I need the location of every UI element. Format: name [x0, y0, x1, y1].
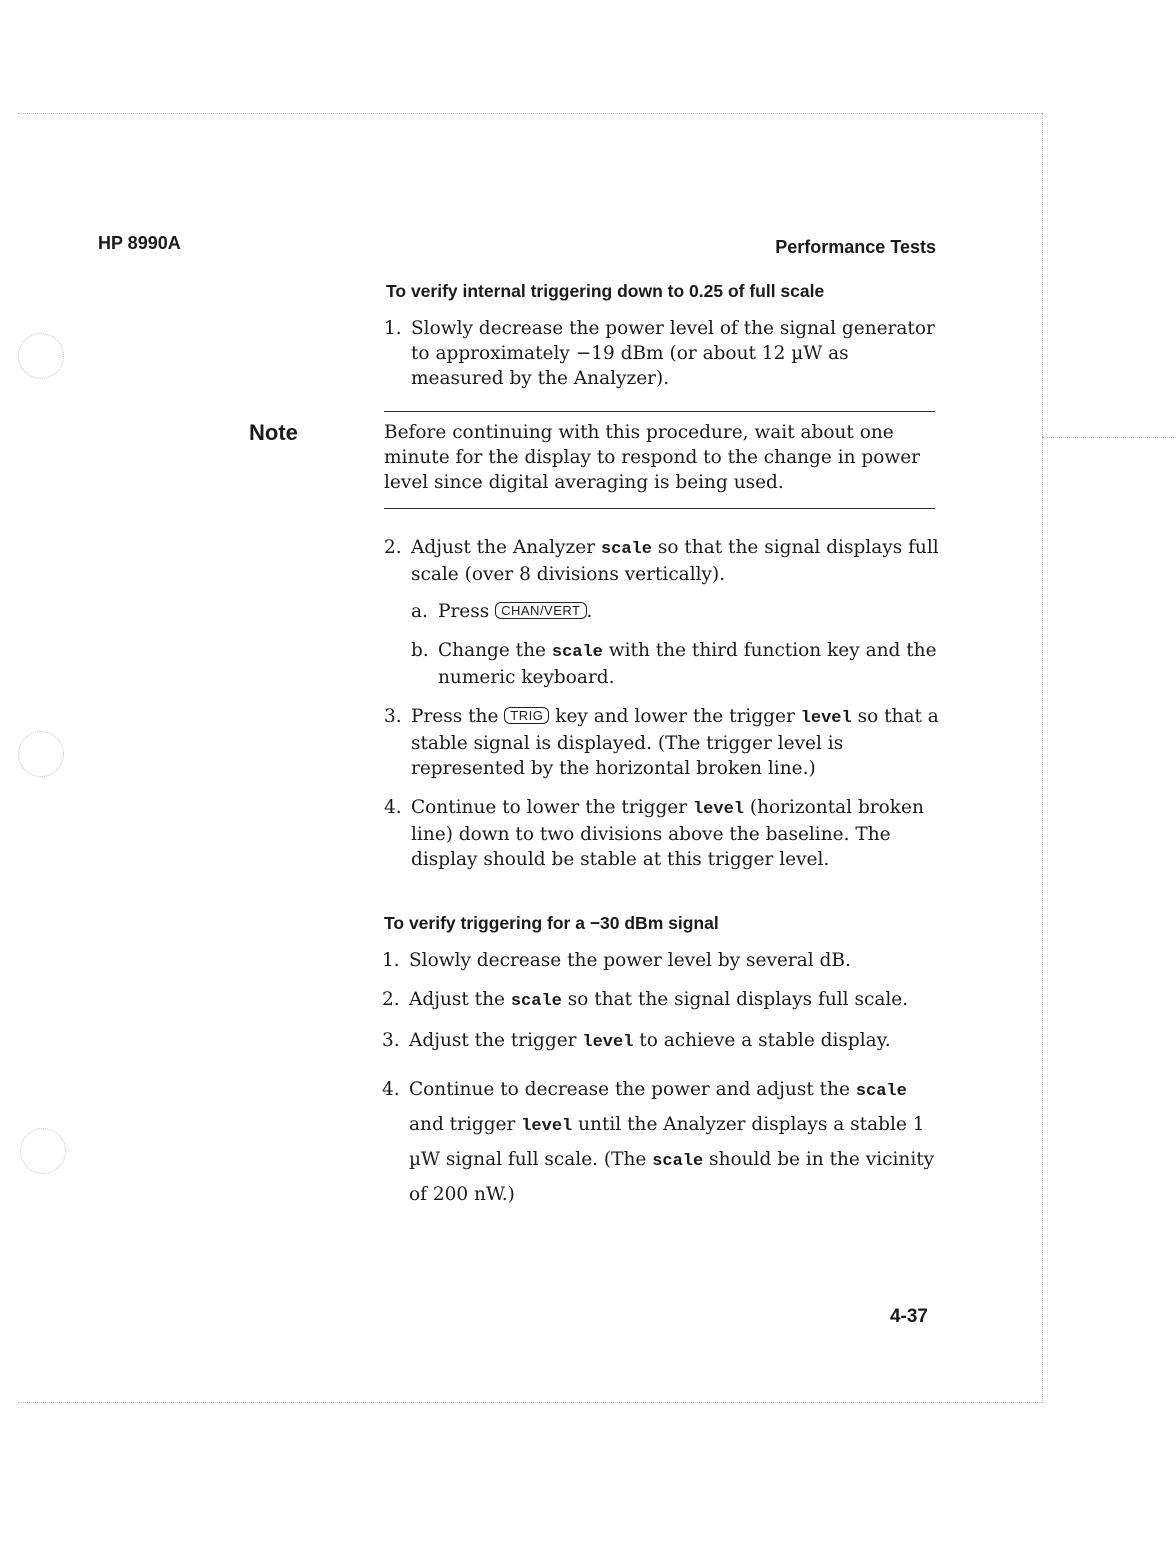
step-number: 1.: [382, 950, 400, 971]
section2-step-4: [382, 1073, 942, 1211]
scan-edge-right: [1042, 113, 1043, 1403]
step-text: Slowly decrease the power level by several dB.: [409, 950, 851, 971]
step-number: 4.: [382, 1079, 400, 1100]
scan-edge-bottom: [18, 1402, 1042, 1403]
step-number: 2.: [382, 989, 400, 1010]
section-title-minus-30-dbm: To verify triggering for a −30 dBm signal: [384, 913, 719, 933]
note-label: Note: [249, 420, 298, 445]
punch-hole-bottom: [20, 1128, 66, 1174]
code-scale: scale: [855, 1082, 907, 1101]
section2-steps: [382, 948, 942, 1211]
code-scale: scale: [652, 1152, 704, 1171]
scan-edge-top: [18, 113, 1042, 114]
note-rule-top: [384, 411, 935, 412]
substep-letter: b.: [411, 640, 429, 661]
step-text: Adjust the Analyzer scale so that the signal displays full scale (over 8 divisions vertically).: [411, 537, 939, 585]
section-title-internal-triggering: To verify internal triggering down to 0.25 of full scale: [386, 281, 825, 301]
note-text: Before continuing with this procedure, wait about one minute for the display to respond to the change in power level since digital averaging is being used.: [384, 422, 921, 493]
step-text: Continue to decrease the power and adjust the scale and trigger level until the Analyzer displays a stable 1 µW signal full scale. (The scale should be in the vicinity of 200 nW.): [409, 1079, 935, 1205]
substep-text: Press CHAN/VERT .: [438, 601, 593, 622]
step-text: Adjust the trigger level to achieve a stable display.: [409, 1030, 891, 1052]
trig-key: TRIG: [504, 707, 549, 724]
note-rule-bottom: [384, 508, 935, 509]
section1-substep-b: [411, 638, 944, 690]
step-text: Continue to lower the trigger level (horizontal broken line) down to two divisions above the baseline. The display should be stable at this trigger level.: [411, 797, 924, 870]
code-scale: scale: [551, 643, 603, 662]
step-number: 4.: [384, 797, 402, 818]
code-level: level: [692, 800, 744, 819]
section1-substep-a: [411, 599, 944, 624]
header-model: HP 8990A: [98, 233, 181, 253]
section1-step-3: [384, 704, 944, 781]
section1-step-1: [384, 316, 944, 391]
step-text: Adjust the scale so that the signal displays full scale.: [409, 989, 909, 1011]
code-level: level: [800, 709, 852, 728]
header-section: Performance Tests: [775, 237, 936, 257]
scan-edge-right-tab: [1042, 437, 1176, 438]
section2-step-2: [382, 987, 942, 1014]
substep-letter: a.: [411, 601, 428, 622]
punch-hole-middle: [18, 731, 64, 777]
substep-text: Change the scale with the third function key and the numeric keyboard.: [438, 640, 937, 688]
step-number: 3.: [384, 706, 402, 727]
step-number: 3.: [382, 1030, 400, 1051]
section2-step-3: [382, 1028, 942, 1055]
section2-step-1: [382, 948, 942, 973]
section1-step-2: [384, 535, 944, 587]
code-level: level: [521, 1117, 573, 1136]
step-text: Slowly decrease the power level of the signal generator to approximately −19 dBm (or about 12 µW as measured by the Analyzer).: [411, 318, 935, 389]
punch-hole-top: [18, 333, 64, 379]
section1-step-4: [384, 795, 944, 872]
step-number: 2.: [384, 537, 402, 558]
step-number: 1.: [384, 318, 402, 339]
code-level: level: [582, 1033, 634, 1052]
section1-steps-continued: [384, 535, 944, 872]
code-scale: scale: [510, 992, 562, 1011]
chan-vert-key: CHAN/VERT: [495, 602, 586, 619]
step-text: Press the TRIG key and lower the trigger level so that a stable signal is displayed. (The trigger level is represented by the horizontal broken line.): [411, 706, 939, 779]
code-scale: scale: [600, 540, 652, 559]
page-number: 4-37: [889, 1306, 928, 1327]
